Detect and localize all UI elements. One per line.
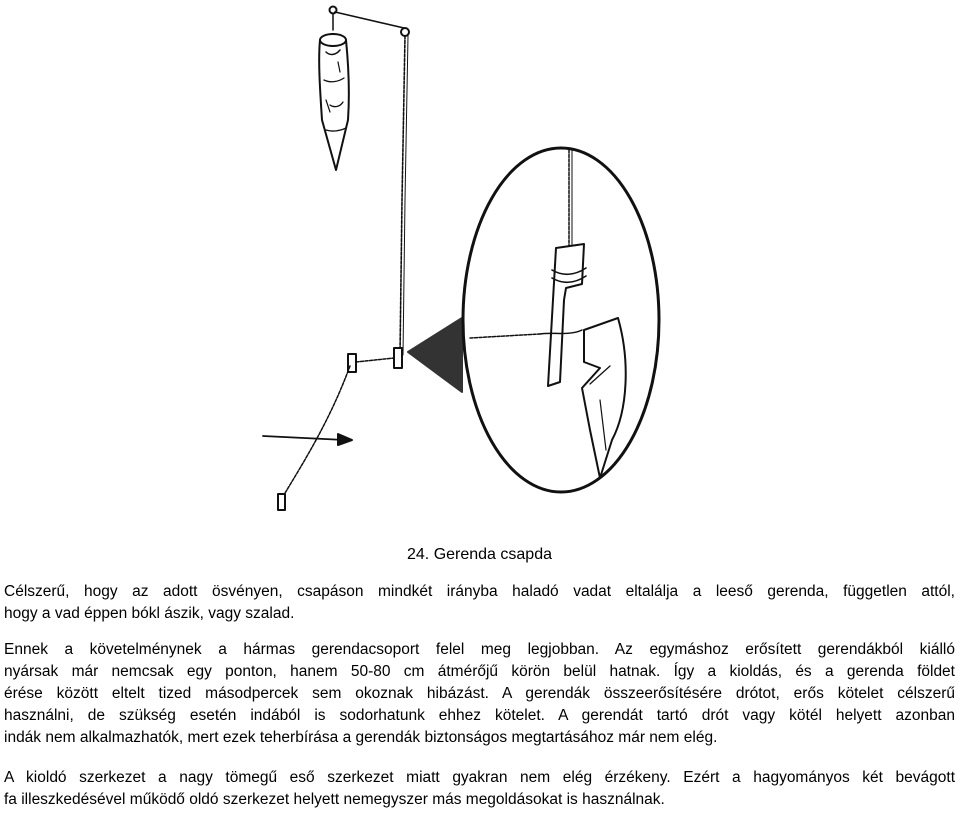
text-line: Célszerű, hogy az adott ösvényen, csapáson mindkét irányba haladó vadat eltalálja a leeső gerenda, független attól, (4, 583, 955, 600)
text-line: Ennek a követelménynek a hármas gerendacsoport felel meg legjobban. Az egymáshoz erősített gerendákból kiálló (4, 641, 955, 658)
paragraph-3 (4, 767, 955, 811)
hanging-log-drawing (319, 7, 349, 171)
trigger-stakes-drawing (278, 348, 402, 510)
text-line: használni, de szükség esetén indából is sodorhatunk ehhez kötelet. A gerendát tartó drót vagy kötél helyett azonban (4, 707, 955, 724)
figure-caption: 24. Gerenda csapda (407, 546, 552, 563)
text-line: nyársak már nemcsak egy ponton, hanem 50-80 cm átmérőjű körön belül hatnak. Így a kioldás, és a gerenda földet (4, 663, 955, 680)
text-line: indák nem alkalmazhatók, mert ezek teherbírása a gerendák biztonságos megtartásához már nem elég. (4, 729, 718, 746)
article-body (4, 581, 955, 811)
text-line: hogy a vad éppen bókl ászik, vagy szalad. (4, 605, 295, 622)
detail-magnifier (463, 148, 659, 492)
text-line: érése között eltelt tized másodpercek sem okoznak hibázást. A gerendák összeerősítésére drótot, erős kötelet célszerű (4, 685, 955, 702)
paragraph-2 (4, 639, 955, 749)
paragraph-1 (4, 581, 955, 625)
text-line: fa illeszkedésével működő oldó szerkezet helyett nemegyszer más megoldásokat is használnak. (4, 791, 665, 808)
text-line: A kioldó szerkezet a nagy tömegű eső szerkezet miatt gyakran nem elég érzékeny. Ezért a hagyományos két bevágott (4, 769, 955, 786)
direction-arrow (263, 434, 352, 445)
detail-pointer (408, 318, 462, 392)
